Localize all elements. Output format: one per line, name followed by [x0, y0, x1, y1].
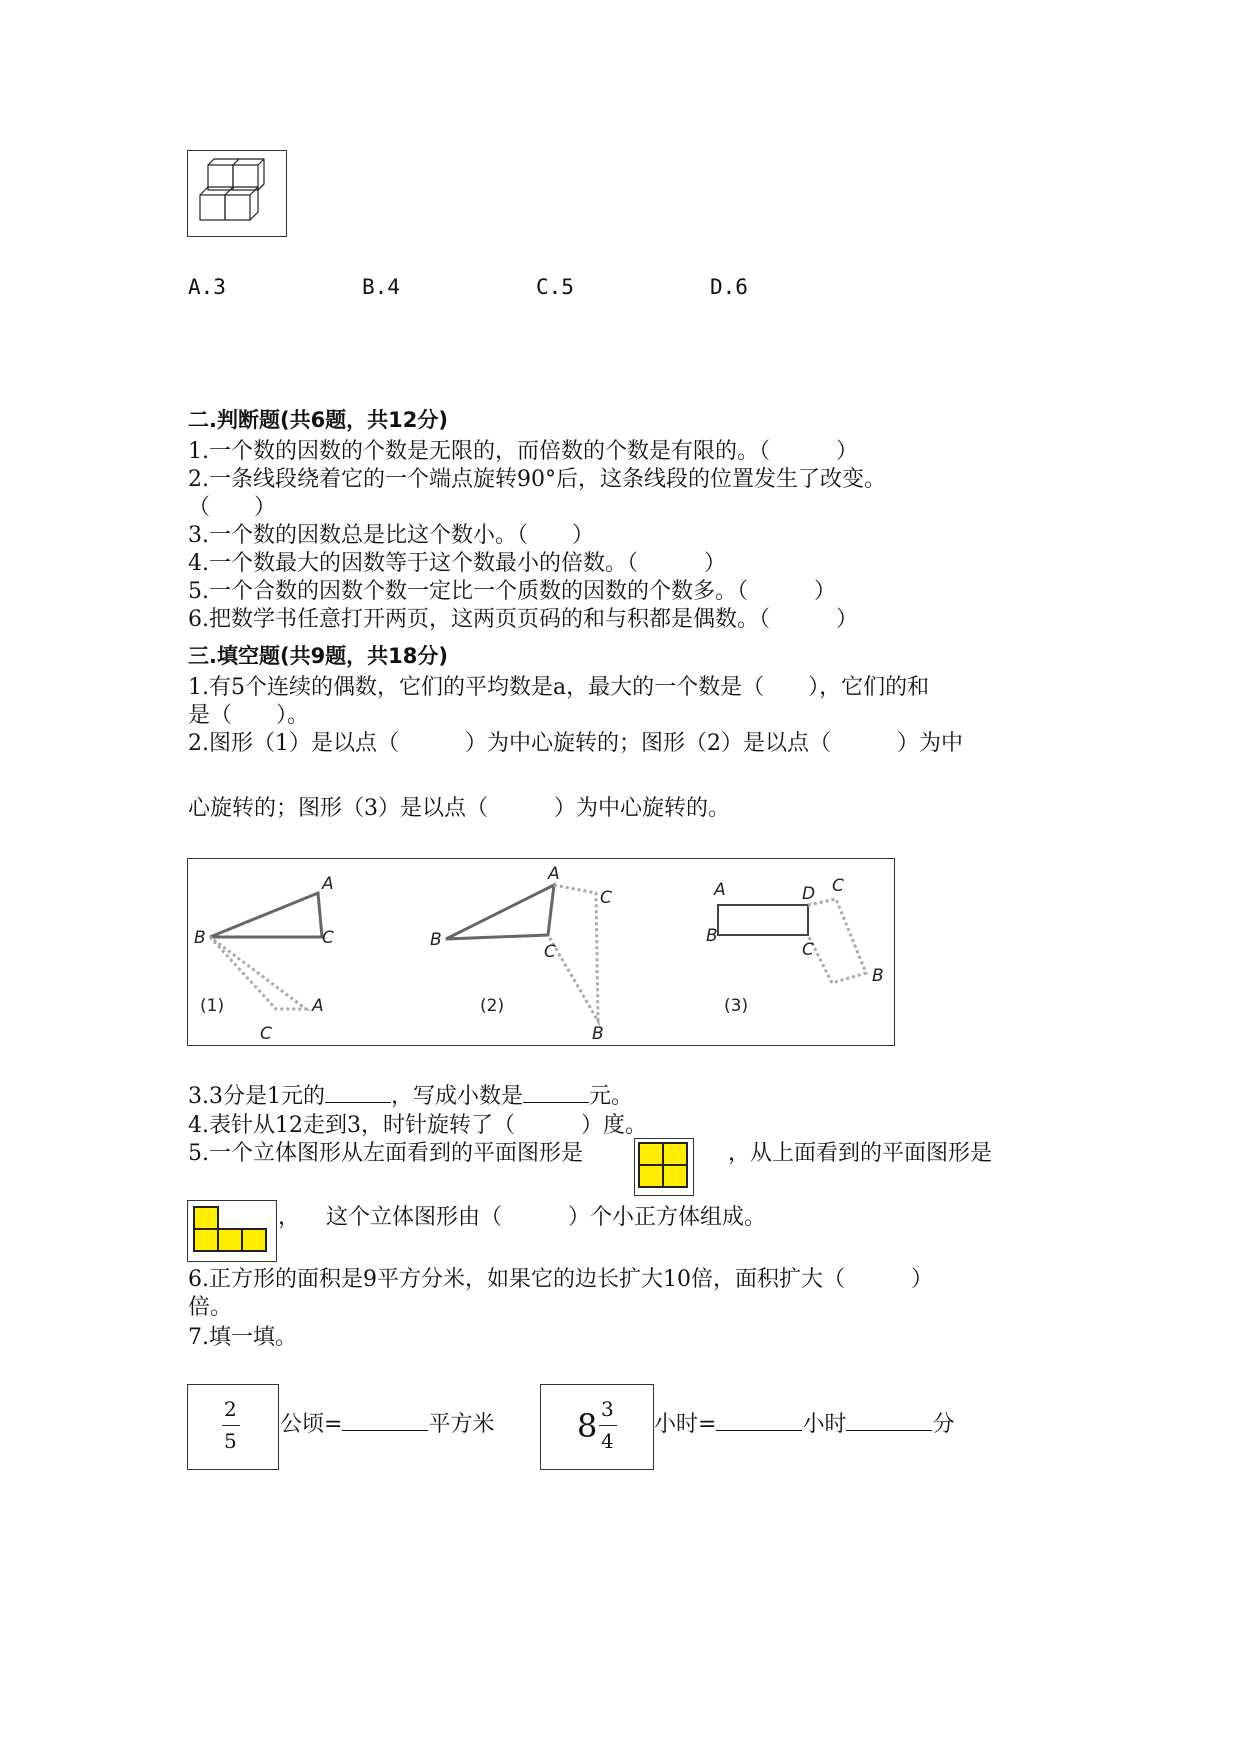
frac2-den: 4 [601, 1429, 614, 1453]
q7-b-blank-1[interactable] [716, 1410, 802, 1431]
frac2-whole: 8 [577, 1407, 598, 1445]
f2-label-c: C [544, 942, 556, 962]
fraction-box-2 [540, 1384, 654, 1470]
rotation-figure [187, 858, 895, 1046]
fill-q2-line2: 心旋转的；图形（3）是以点（ ）为中心旋转的。 [188, 796, 730, 821]
section2-heading: 二.判断题(共6题，共12分) [188, 408, 449, 432]
f1-label-c2: C [260, 1024, 272, 1044]
judge-item-2: 2.一条线段绕着它的一个端点旋转90°后，这条线段的位置发生了改变。 [188, 467, 886, 492]
fill-q4: 4.表针从12走到3，时针旋转了（ ）度。 [188, 1113, 647, 1138]
fill-q7: 7.填一填。 [188, 1325, 297, 1350]
f3-label-b: B [706, 926, 718, 946]
q7-a-unit: 公顷= [280, 1412, 343, 1437]
frac2-bar [599, 1425, 617, 1426]
option-b[interactable]: B.4 [362, 275, 400, 299]
q3-text-b: ，写成小数是 [391, 1084, 524, 1109]
q7-b-unit: 小时= [654, 1412, 717, 1437]
f1-label-a2: A [312, 996, 324, 1016]
fill-q2-line1: 2.图形（1）是以点（ ）为中心旋转的；图形（2）是以点（ ）为中 [188, 731, 963, 756]
f3-label-c: C [802, 940, 814, 960]
q3-text-c: 元。 [589, 1084, 634, 1109]
f1-label-b: B [194, 928, 206, 948]
fill-q6-line2: 倍。 [188, 1295, 233, 1320]
f2-label-b2: B [592, 1024, 604, 1044]
q7-b-mid: 小时 [802, 1412, 847, 1437]
f3-label-b2: B [872, 966, 884, 986]
left-view-drawing [635, 1139, 693, 1195]
top-view-figure [187, 1200, 277, 1262]
q3-blank-2[interactable] [523, 1082, 589, 1103]
judge-item-3: 3.一个数的因数总是比这个数小。（ ） [188, 523, 594, 548]
q3-blank-1[interactable] [325, 1082, 391, 1103]
f3-caption: (3) [724, 996, 749, 1016]
q7-a-tail: 平方米 [428, 1412, 495, 1437]
f1-caption: (1) [200, 996, 225, 1016]
left-view-figure [634, 1138, 694, 1196]
frac2-num: 3 [601, 1397, 614, 1421]
f2-label-b: B [430, 930, 442, 950]
fill-q3 [188, 1082, 633, 1111]
q7-b-blank-2[interactable] [846, 1410, 932, 1431]
judge-item-2-paren: （ ） [188, 495, 277, 520]
q5-text-d: 这个立体图形由（ ）个小正方体组成。 [326, 1205, 767, 1230]
f2-caption: (2) [480, 996, 505, 1016]
cube-stack-drawing [188, 151, 286, 236]
fill-q1-line2: 是（ ）。 [188, 703, 310, 728]
judge-item-5: 5.一个合数的因数个数一定比一个质数的因数的个数多。（ ） [188, 579, 836, 604]
q3-text-a: 3.3分是1元的 [188, 1084, 325, 1109]
frac1-den: 5 [224, 1429, 237, 1453]
f1-label-a: A [322, 874, 334, 894]
judge-item-1: 1.一个数的因数的个数是无限的，而倍数的个数是有限的。（ ） [188, 439, 858, 464]
q5-text-a: 5.一个立体图形从左面看到的平面图形是 [188, 1141, 583, 1166]
fill-q1-line1: 1.有5个连续的偶数，它们的平均数是a，最大的一个数是（ ），它们的和 [188, 675, 930, 700]
option-a[interactable]: A.3 [188, 275, 226, 299]
frac1-bar [222, 1425, 240, 1426]
q7-b-tail: 分 [932, 1412, 955, 1437]
rotation-drawing [188, 859, 894, 1045]
fill-q6-line1: 6.正方形的面积是9平方分米，如果它的边长扩大10倍，面积扩大（ ） [188, 1267, 933, 1292]
f3-label-c2: C [832, 876, 844, 896]
option-d[interactable]: D.6 [710, 275, 748, 299]
option-c[interactable]: C.5 [536, 275, 574, 299]
top-view-drawing [188, 1201, 276, 1261]
section3-heading: 三.填空题(共9题，共18分) [188, 644, 449, 668]
q7-a [280, 1410, 494, 1439]
f1-label-c: C [322, 928, 334, 948]
fraction-box-1 [187, 1384, 279, 1470]
cube-stack-figure [187, 150, 287, 237]
frac1-num: 2 [224, 1397, 237, 1421]
f2-label-a: A [548, 864, 560, 884]
f2-label-c2: C [600, 888, 612, 908]
q7-a-blank[interactable] [342, 1410, 428, 1431]
judge-item-4: 4.一个数最大的因数等于这个数最小的倍数。（ ） [188, 551, 726, 576]
judge-item-6: 6.把数学书任意打开两页，这两页页码的和与积都是偶数。（ ） [188, 607, 858, 632]
q5-text-c: ， [278, 1205, 301, 1230]
q5-text-b: ，从上面看到的平面图形是 [728, 1141, 993, 1166]
f3-label-d: D [802, 884, 816, 904]
f3-label-a: A [714, 880, 726, 900]
q7-b [654, 1410, 954, 1439]
